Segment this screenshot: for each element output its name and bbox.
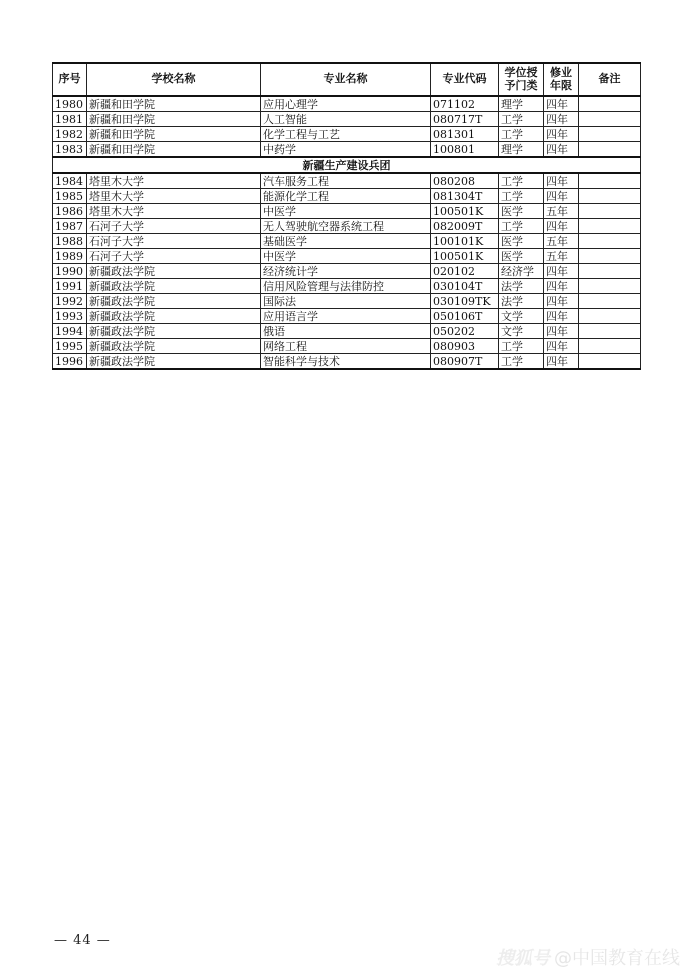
cell-seq: 1990 <box>53 264 87 279</box>
cell-remark <box>579 204 641 219</box>
table-row <box>53 309 641 324</box>
cell-major: 智能科学与技术 <box>261 354 431 370</box>
cell-code: 100801 <box>431 142 499 158</box>
cell-seq: 1996 <box>53 354 87 370</box>
cell-code: 050106T <box>431 309 499 324</box>
cell-degree: 医学 <box>499 234 544 249</box>
cell-years: 四年 <box>544 264 579 279</box>
cell-remark <box>579 339 641 354</box>
cell-degree: 法学 <box>499 279 544 294</box>
table-row <box>53 112 641 127</box>
cell-degree: 工学 <box>499 189 544 204</box>
table-row <box>53 204 641 219</box>
cell-school: 新疆和田学院 <box>87 127 261 142</box>
cell-major: 中药学 <box>261 142 431 158</box>
cell-remark <box>579 173 641 189</box>
cell-seq: 1991 <box>53 279 87 294</box>
cell-code: 080717T <box>431 112 499 127</box>
cell-school: 新疆和田学院 <box>87 112 261 127</box>
cell-code: 080907T <box>431 354 499 370</box>
cell-remark <box>579 96 641 112</box>
watermark-text: @中国教育在线 <box>554 948 680 969</box>
cell-remark <box>579 354 641 370</box>
cell-seq: 1982 <box>53 127 87 142</box>
cell-years: 四年 <box>544 112 579 127</box>
cell-years: 四年 <box>544 142 579 158</box>
table-row <box>53 264 641 279</box>
cell-seq: 1988 <box>53 234 87 249</box>
cell-degree: 理学 <box>499 142 544 158</box>
watermark <box>496 944 680 970</box>
majors-table <box>52 62 641 370</box>
cell-years: 四年 <box>544 294 579 309</box>
cell-seq: 1993 <box>53 309 87 324</box>
cell-code: 080208 <box>431 173 499 189</box>
cell-code: 100101K <box>431 234 499 249</box>
cell-years: 四年 <box>544 354 579 370</box>
cell-major: 化学工程与工艺 <box>261 127 431 142</box>
cell-years: 四年 <box>544 309 579 324</box>
cell-degree: 文学 <box>499 324 544 339</box>
header-major: 专业名称 <box>261 63 431 96</box>
cell-code: 081301 <box>431 127 499 142</box>
cell-degree: 法学 <box>499 294 544 309</box>
table-row <box>53 294 641 309</box>
cell-degree: 文学 <box>499 309 544 324</box>
cell-school: 新疆政法学院 <box>87 354 261 370</box>
cell-code: 081304T <box>431 189 499 204</box>
header-seq: 序号 <box>53 63 87 96</box>
cell-seq: 1995 <box>53 339 87 354</box>
cell-school: 新疆政法学院 <box>87 324 261 339</box>
cell-years: 五年 <box>544 249 579 264</box>
table-row <box>53 279 641 294</box>
cell-major: 应用心理学 <box>261 96 431 112</box>
cell-code: 020102 <box>431 264 499 279</box>
section-title: 新疆生产建设兵团 <box>53 157 641 173</box>
cell-seq: 1986 <box>53 204 87 219</box>
cell-remark <box>579 112 641 127</box>
cell-school: 塔里木大学 <box>87 189 261 204</box>
cell-seq: 1992 <box>53 294 87 309</box>
cell-remark <box>579 189 641 204</box>
cell-years: 四年 <box>544 127 579 142</box>
cell-major: 基础医学 <box>261 234 431 249</box>
cell-seq: 1985 <box>53 189 87 204</box>
cell-years: 四年 <box>544 324 579 339</box>
cell-seq: 1987 <box>53 219 87 234</box>
cell-school: 塔里木大学 <box>87 204 261 219</box>
cell-years: 四年 <box>544 173 579 189</box>
cell-code: 030104T <box>431 279 499 294</box>
cell-major: 人工智能 <box>261 112 431 127</box>
header-school: 学校名称 <box>87 63 261 96</box>
table-row <box>53 189 641 204</box>
cell-remark <box>579 279 641 294</box>
cell-code: 082009T <box>431 219 499 234</box>
cell-major: 无人驾驶航空器系统工程 <box>261 219 431 234</box>
cell-years: 四年 <box>544 96 579 112</box>
cell-seq: 1980 <box>53 96 87 112</box>
cell-remark <box>579 294 641 309</box>
cell-years: 四年 <box>544 219 579 234</box>
cell-major: 网络工程 <box>261 339 431 354</box>
cell-major: 信用风险管理与法律防控 <box>261 279 431 294</box>
table-row <box>53 219 641 234</box>
cell-degree: 工学 <box>499 219 544 234</box>
table-row <box>53 324 641 339</box>
cell-degree: 工学 <box>499 339 544 354</box>
cell-years: 五年 <box>544 204 579 219</box>
cell-school: 新疆和田学院 <box>87 142 261 158</box>
cell-years: 四年 <box>544 339 579 354</box>
cell-major: 中医学 <box>261 249 431 264</box>
cell-degree: 医学 <box>499 204 544 219</box>
header-remark: 备注 <box>579 63 641 96</box>
cell-degree: 经济学 <box>499 264 544 279</box>
table-row <box>53 127 641 142</box>
cell-degree: 工学 <box>499 354 544 370</box>
cell-school: 石河子大学 <box>87 249 261 264</box>
section-header-row <box>53 157 641 173</box>
table-row <box>53 96 641 112</box>
cell-school: 新疆政法学院 <box>87 279 261 294</box>
table-header-row <box>53 63 641 96</box>
cell-school: 新疆政法学院 <box>87 309 261 324</box>
header-degree: 学位授予门类 <box>499 63 544 96</box>
cell-major: 应用语言学 <box>261 309 431 324</box>
cell-remark <box>579 234 641 249</box>
cell-code: 080903 <box>431 339 499 354</box>
cell-school: 石河子大学 <box>87 234 261 249</box>
cell-remark <box>579 219 641 234</box>
cell-major: 能源化学工程 <box>261 189 431 204</box>
cell-degree: 工学 <box>499 127 544 142</box>
cell-code: 100501K <box>431 249 499 264</box>
table-row <box>53 354 641 370</box>
header-years: 修业年限 <box>544 63 579 96</box>
cell-school: 新疆和田学院 <box>87 96 261 112</box>
cell-remark <box>579 309 641 324</box>
cell-years: 五年 <box>544 234 579 249</box>
cell-major: 经济统计学 <box>261 264 431 279</box>
cell-school: 新疆政法学院 <box>87 264 261 279</box>
cell-school: 塔里木大学 <box>87 173 261 189</box>
cell-degree: 理学 <box>499 96 544 112</box>
cell-remark <box>579 127 641 142</box>
cell-code: 071102 <box>431 96 499 112</box>
cell-major: 国际法 <box>261 294 431 309</box>
cell-remark <box>579 264 641 279</box>
cell-seq: 1994 <box>53 324 87 339</box>
table-row <box>53 142 641 158</box>
cell-remark <box>579 249 641 264</box>
cell-years: 四年 <box>544 189 579 204</box>
cell-degree: 工学 <box>499 112 544 127</box>
cell-school: 新疆政法学院 <box>87 294 261 309</box>
cell-code: 050202 <box>431 324 499 339</box>
header-code: 专业代码 <box>431 63 499 96</box>
watermark-brand: 搜狐号 <box>496 948 550 969</box>
cell-degree: 工学 <box>499 173 544 189</box>
cell-code: 100501K <box>431 204 499 219</box>
cell-seq: 1983 <box>53 142 87 158</box>
cell-school: 石河子大学 <box>87 219 261 234</box>
table-row <box>53 249 641 264</box>
cell-seq: 1981 <box>53 112 87 127</box>
cell-years: 四年 <box>544 279 579 294</box>
cell-remark <box>579 324 641 339</box>
cell-seq: 1984 <box>53 173 87 189</box>
page-number: — 44 — <box>54 933 111 948</box>
cell-seq: 1989 <box>53 249 87 264</box>
cell-major: 俄语 <box>261 324 431 339</box>
cell-code: 030109TK <box>431 294 499 309</box>
cell-degree: 医学 <box>499 249 544 264</box>
table-row <box>53 234 641 249</box>
table-row <box>53 173 641 189</box>
cell-major: 汽车服务工程 <box>261 173 431 189</box>
cell-school: 新疆政法学院 <box>87 339 261 354</box>
cell-remark <box>579 142 641 158</box>
cell-major: 中医学 <box>261 204 431 219</box>
table-row <box>53 339 641 354</box>
